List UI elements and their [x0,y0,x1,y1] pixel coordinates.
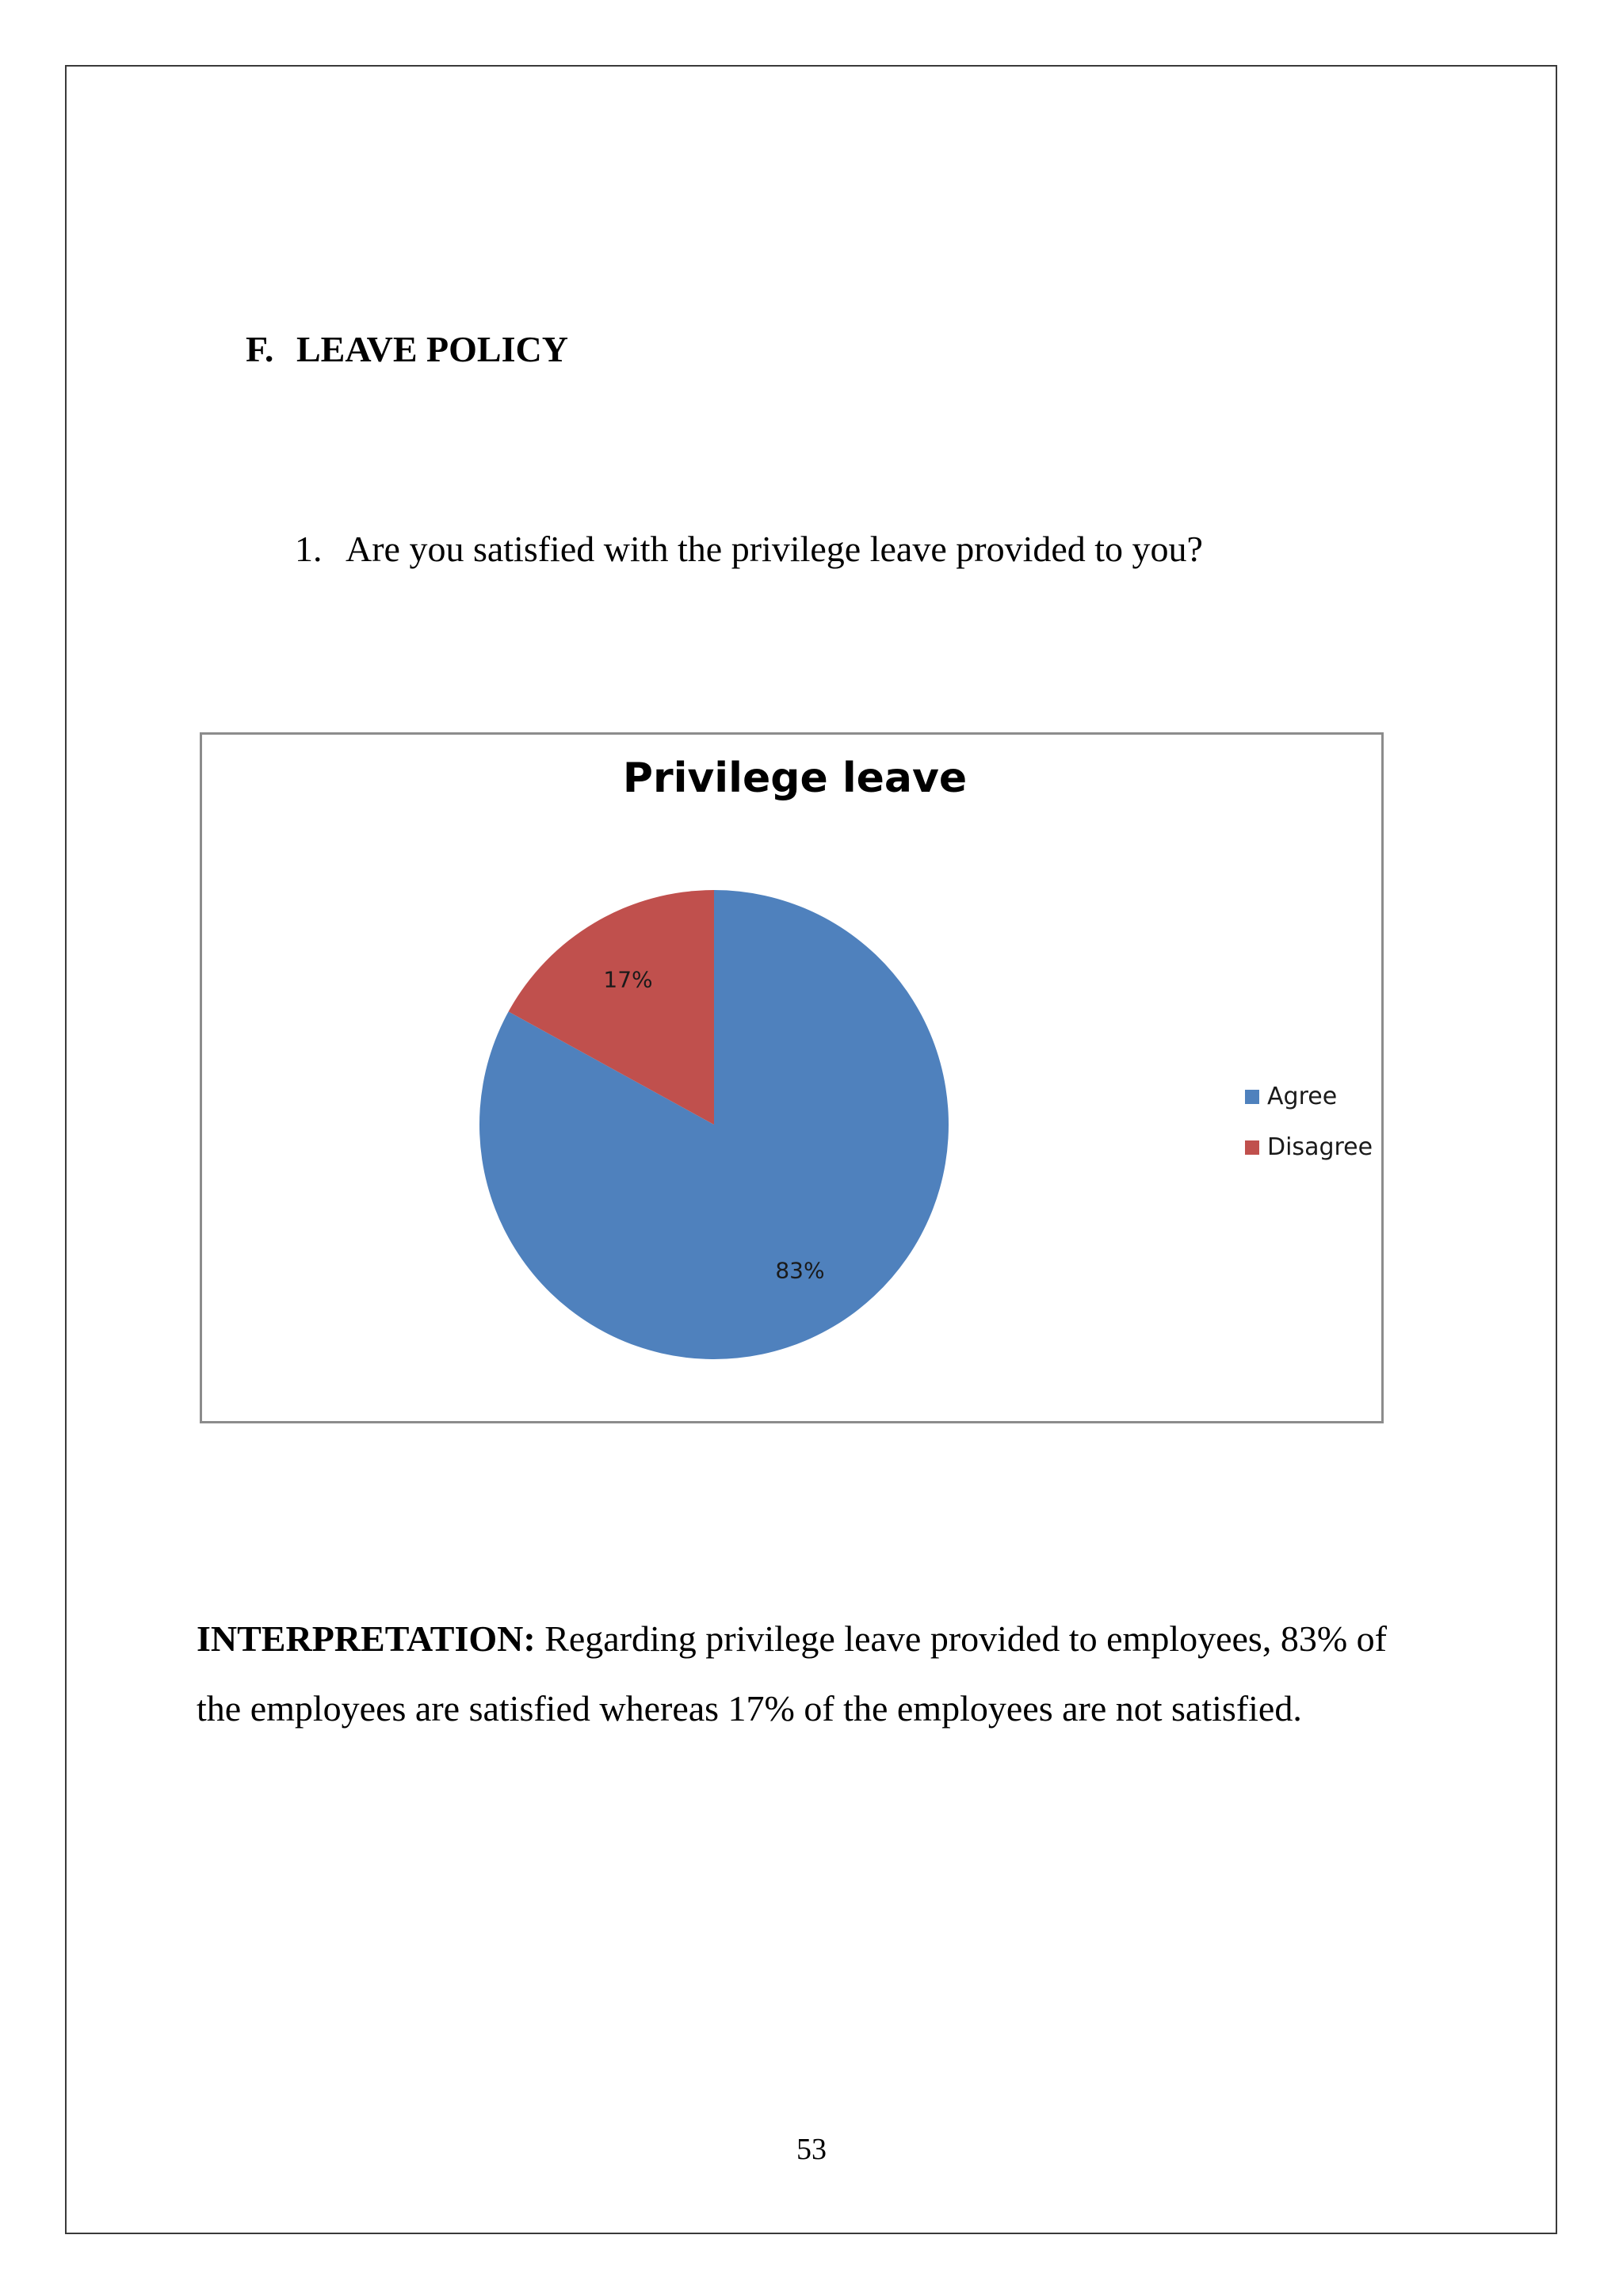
chart-title: Privilege leave [622,755,968,802]
pie-label-disagree: 17% [603,966,653,993]
section-heading [246,328,568,370]
question-number: 1. [295,529,323,569]
question [295,528,1203,570]
pie-chart [202,735,1381,1421]
chart-legend [1245,1083,1373,1161]
legend-label-disagree: Disagree [1267,1133,1373,1161]
chart-frame [200,732,1384,1423]
interpretation [197,1604,1433,1744]
question-text: Are you satisfied with the privilege leave provided to you? [346,529,1203,569]
pie-slices [479,890,949,1359]
interpretation-label: INTERPRETATION: [197,1618,536,1659]
page-number: 53 [796,2133,827,2166]
interpretation-text: Regarding privilege leave provided to employees, 83% of the employees are satisfied whereas 17% of the employees are not satisfied. [197,1618,1387,1729]
legend-swatch-disagree [1245,1140,1259,1155]
section-title: LEAVE POLICY [296,329,568,369]
legend-label-agree: Agree [1267,1083,1338,1110]
pie-label-agree: 83% [775,1257,825,1284]
section-number: F. [246,329,274,369]
legend-swatch-agree [1245,1090,1259,1104]
